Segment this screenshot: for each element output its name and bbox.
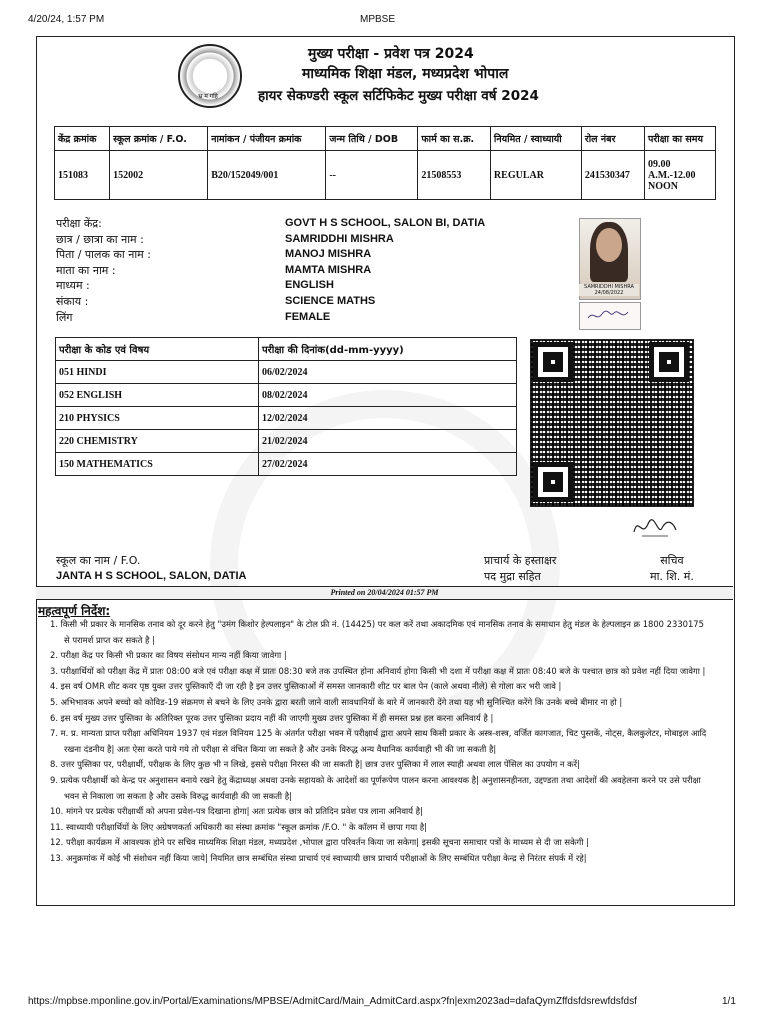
enrolment-no: B20/152049/001 xyxy=(208,151,326,200)
board-logo-label: भ्र म गहि xyxy=(198,93,218,100)
printed-on-stamp: Printed on 20/04/2024 01:57 PM xyxy=(36,586,733,600)
exam-time: 09.00 A.M.-12.00 NOON xyxy=(645,151,716,200)
col-form-no: फार्म का स.क्र. xyxy=(418,127,491,151)
label-mother-name: माता का नाम : xyxy=(56,263,116,277)
label-exam-centre: परीक्षा केंद्र: xyxy=(56,217,102,230)
instruction-item: 2. परीक्षा केंद्र पर किसी भी प्रकार का विषय संसोधन मान्य नहीं किया जावेगा | xyxy=(50,650,287,661)
col-exam-date: परीक्षा की दिनांक(dd-mm-yyyy) xyxy=(259,338,517,361)
subject-row xyxy=(56,361,517,384)
value-gender: FEMALE xyxy=(285,310,331,323)
subject-row xyxy=(56,407,517,430)
subject-date: 21/02/2024 xyxy=(259,430,517,453)
value-medium: ENGLISH xyxy=(285,279,334,292)
subject-date: 08/02/2024 xyxy=(259,384,517,407)
col-enrolment: नामांकन / पंजीयन क्रमांक xyxy=(208,127,326,151)
subject-name: 051 HINDI xyxy=(56,361,259,384)
instruction-item: 7. म. प्र. मान्यता प्राप्त परीक्षा अधिनियम 1937 एवं मंडल विनियम 125 के अंतर्गत परीक्षा भवन में परीक्षार्थ द्वारा अपने साथ किसी प्रकार के अस्त्र-शस्त्र, वर्जित कागजात, चिट पुस्तकें, नोट्स, कैलकुलेटर, मोबाइल आदि रखना दंडनीय है| अतः ऐसा करते पाये गये तो परीक्षा से वंचित किया जा सकते है और उनके विरुद्ध अन्य वैधानिक कार्यवाही भी की जा सकती है| xyxy=(50,728,707,754)
subject-name: 150 MATHEMATICS xyxy=(56,453,259,476)
label-gender: लिंग xyxy=(56,310,73,324)
col-exam-time: परीक्षा का समय xyxy=(645,127,716,151)
centre-code: 151083 xyxy=(55,151,110,200)
instruction-item: 12. परीक्षा कार्यक्रम में आवश्यक होने पर सचिव माध्यमिक शिक्षा मंडल, मध्यप्रदेश ,भोपाल द्वारा परिवर्तन किया जा सकेगा| इसकी सूचना समाचार पत्रों के माध्यम से दी जा सकेगी | xyxy=(50,837,589,848)
school-name-label: स्कूल का नाम / F.O. xyxy=(56,554,141,567)
col-school-code: स्कूल क्रमांक / F.O. xyxy=(110,127,208,151)
value-father-name: MANOJ MISHRA xyxy=(285,248,372,261)
instructions-title: महत्वपूर्ण निर्देश: xyxy=(38,604,111,618)
value-mother-name: MAMTA MISHRA xyxy=(285,263,372,276)
label-medium: माध्यम : xyxy=(56,279,90,293)
qr-finder-bottom-left xyxy=(533,462,573,502)
value-student-name: SAMRIDDHI MISHRA xyxy=(285,232,394,245)
subject-date: 12/02/2024 xyxy=(259,407,517,430)
qr-finder-top-left xyxy=(533,342,573,382)
instruction-item: 6. इस वर्ष मुख्य उत्तर पुस्तिका के अतिरिक्त पूरक उत्तर पुस्तिका प्रदाय नहीं की जाएगी मुख्य उत्तर पुस्तिका में ही समस्त प्रश्न हल करना अनिवार्य है | xyxy=(50,712,494,723)
value-exam-centre: GOVT H S SCHOOL, SALON BI, DATIA xyxy=(285,217,486,229)
school-name-value: JANTA H S SCHOOL, SALON, DATIA xyxy=(56,570,247,582)
col-centre-code: केंद्र क्रमांक xyxy=(55,127,110,151)
subject-date: 06/02/2024 xyxy=(259,361,517,384)
instruction-item: 1. किसी भी प्रकार के मानसिक तनाव को दूर करने हेतु "उमंग किशोर हेल्पलाइन" के टोल फ्री नं. (14425) पर कल करें तथा अकादमिक एवं मानसिक तनाव के समाधान हेतु मंडल के हेल्पलाइन क्र 1800 2330175 से परामर्श प्राप्त कर सकते है | xyxy=(50,619,704,645)
secretary-signature xyxy=(628,512,680,542)
subject-row xyxy=(56,384,517,407)
info-table-row xyxy=(55,151,716,200)
instruction-item: 4. इस वर्ष OMR शीट कवर पृष्ठ युक्त उत्तर पुस्तिकाएँ दी जा रही है इन उत्तर पुस्तिकाओं में समस्त जानकारी शीट पर बाल पेन (काले अथवा नीले) से गोला कर भरी जावे | xyxy=(50,681,562,692)
form-no: 21508553 xyxy=(418,151,491,200)
subject-name: 210 PHYSICS xyxy=(56,407,259,430)
roll-no: 241530347 xyxy=(581,151,644,200)
col-subject: परीक्षा के कोड एवं विषय xyxy=(56,338,259,361)
board-name: माध्यमिक शिक्षा मंडल, मध्यप्रदेश भोपाल xyxy=(302,66,509,82)
col-dob: जन्म तिथि / DOB xyxy=(326,127,418,151)
details-values xyxy=(285,216,485,325)
subject-name: 220 CHEMISTRY xyxy=(56,430,259,453)
label-father-name: पिता / पालक का नाम : xyxy=(56,248,151,262)
secretary-block xyxy=(650,553,694,585)
school-code: 152002 xyxy=(110,151,208,200)
subject-table-header xyxy=(56,338,517,361)
category: REGULAR xyxy=(490,151,581,200)
photo-face xyxy=(596,228,622,262)
print-page-title: MPBSE xyxy=(360,14,396,25)
dob: -- xyxy=(326,151,418,200)
subject-name: 052 ENGLISH xyxy=(56,384,259,407)
instructions-list xyxy=(48,617,712,867)
print-url: https://mpbse.mponline.gov.in/Portal/Examinations/MPBSE/AdmitCard/Main_AdmitCard.aspx?fn|exm2023ad=dafaQymZffdsfdsrewfdsfdsf xyxy=(28,996,637,1007)
instruction-item: 13. अनुक्रमांक में कोई भी संशोधन नहीं किया जाये| नियमित छात्र सम्बंधित संस्था प्राचार्य एवं स्वाध्यायी छात्र प्राचार्य परीक्षाओं के लिए सम्बंधित परीक्षा केन्द्र से निरंतर संपर्क में रहे| xyxy=(50,852,587,863)
exam-name: हायर सेकण्डरी स्कूल सर्टिफिकेट मुख्य परीक्षा वर्ष 2024 xyxy=(258,88,539,104)
label-student-name: छात्र / छात्रा का नाम : xyxy=(56,232,144,246)
admit-card-title: मुख्य परीक्षा - प्रवेश पत्र 2024 xyxy=(308,46,474,62)
instruction-item: 5. अभिभावक अपने बच्चो को कोविड-19 संक्रमण से बचने के लिए उनके द्वारा बरती जाने वाली सावधानियों के बारे में जानकारी देंगे तथा यह भी सुनिश्चित करेंगे कि उनके बच्चे बीमार ना हो | xyxy=(50,696,623,707)
qr-finder-top-right xyxy=(649,342,689,382)
photo-caption-date: 24/08/2022 xyxy=(594,290,624,296)
col-category: नियमित / स्वाध्यायी xyxy=(490,127,581,151)
student-signature-stroke xyxy=(586,308,630,322)
board-abbrev: मा. शि. मं. xyxy=(650,570,694,583)
instruction-item: 8. उत्तर पुस्तिका पर, परीक्षार्थी, परीक्षक के लिए कुछ भी न लिखे, इससे परीक्षा निरस्त की जा सकती है| छात्र उत्तर पुस्तिका में लाल स्याही अथवा लाल पेंसिल का उपयोग न करें| xyxy=(50,759,580,770)
principal-seal-label: पद मुद्रा सहित xyxy=(484,570,541,583)
subject-row xyxy=(56,430,517,453)
print-page-count: 1/1 xyxy=(722,996,736,1007)
label-faculty: संकाय : xyxy=(56,294,89,308)
secretary-label: सचिव xyxy=(660,554,684,567)
col-roll-no: रोल नंबर xyxy=(581,127,644,151)
details-labels xyxy=(56,216,151,325)
subject-row xyxy=(56,453,517,476)
instruction-item: 9. प्रत्येक परीक्षार्थी को केन्द्र पर अनुशासन बनाये रखने हेतु केंद्राध्यक्ष अथवा उनके सहायको के आदेशों का पूर्णरूपेण पालन करना आवश्यक है| अनुशासनहीनता, उद्दण्डता तथा आदेशों की अवहेलना करने पर उसे परीक्षा भवन से निकाला जा सकता है और उसके विरुद्ध कार्यवाही की जा सकती है| xyxy=(50,774,701,801)
subject-date: 27/02/2024 xyxy=(259,453,517,476)
instruction-item: 10. मांगने पर प्रत्येक परीक्षार्थी को अपना प्रवेश-पत्र दिखाना होगा| अतः प्रत्येक छात्र को प्रतिदिन प्रवेश पत्र लाना अनिवार्य है| xyxy=(50,806,423,817)
principal-signature-block xyxy=(484,553,556,585)
instruction-item: 11. स्वाध्यायी परीक्षार्थियों के लिए अग्रेषणकर्ता अधिकारी का संस्था क्रमांक "स्कूल क्रमांक /F.O. " के कॉलम में छापा गया है| xyxy=(50,821,428,832)
candidate-info-table xyxy=(54,126,716,200)
principal-signature-label: प्राचार्य के हस्ताक्षर xyxy=(484,554,557,567)
value-faculty: SCIENCE MATHS xyxy=(285,294,376,307)
subject-table xyxy=(55,337,517,476)
instruction-item: 3. परीक्षार्थियों को परीक्षा केंद्र में प्रातः 08:00 बजे एवं परीक्षा कक्ष में प्रातः 08:30 बजे तक उपस्थित होना अनिवार्य होगा किसी भी दशा में परीक्षा कक्ष में प्रातः 08:40 बजे के पश्चात छात्र को प्रवेश नहीं दिया जावेगा | xyxy=(50,665,706,676)
photo-caption-name: SAMRIDDHI MISHRA xyxy=(584,284,634,290)
info-table-header-row xyxy=(55,127,716,151)
photo-caption xyxy=(579,284,639,296)
print-datetime: 4/20/24, 1:57 PM xyxy=(28,14,105,25)
